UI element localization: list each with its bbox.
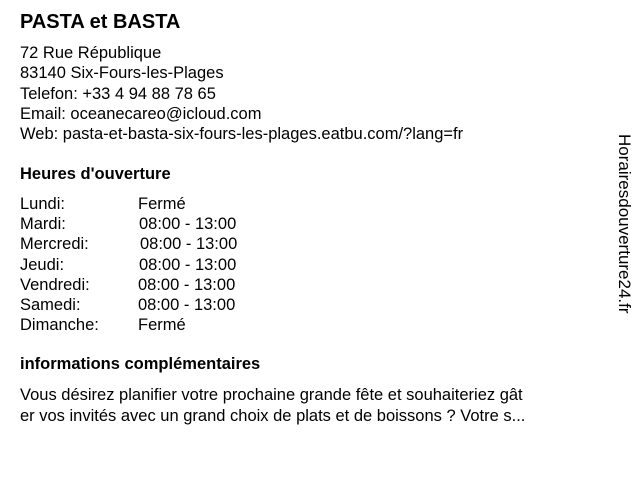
phone-number[interactable]: Telefon: +33 4 94 88 78 65 [20,84,216,103]
time-value: 08:00 - 13:00 [139,255,237,274]
website-link[interactable]: Web: pasta-et-basta-six-fours-les-plages.eatbu.com/?lang=fr [20,125,464,144]
info-description [20,385,630,426]
day-label: Mardi: [20,215,66,234]
email-address[interactable]: Email: oceanecareo@icloud.com [20,104,262,123]
hours-row-monday [20,194,320,214]
time-value: 08:00 - 13:00 [138,295,236,314]
hours-row-sunday [20,315,320,335]
hours-row-friday [20,275,320,295]
day-label: Samedi: [20,295,81,314]
address-city: 83140 Six-Fours-les-Plages [20,64,224,83]
time-value: Fermé [138,195,186,213]
address-street: 72 Rue République [20,44,162,62]
info-heading: informations complémentaires [20,355,261,373]
time-value: 08:00 - 13:00 [138,275,236,294]
description-line-2: er vos invités avec un grand choix de plats et de boissons ? Votre s... [20,406,526,425]
hours-heading: Heures d'ouverture [20,165,171,183]
opening-hours-table [20,194,320,335]
description-line-1: Vous désirez planifier votre prochaine grande fête et souhaiteriez gât [20,386,523,404]
hours-row-wednesday [20,234,320,254]
hours-row-thursday [20,255,320,275]
watermark-text: Horairesdouverture24.fr [615,134,634,314]
day-label: Jeudi: [20,255,65,274]
day-label: Lundi: [20,195,65,213]
day-label: Mercredi: [20,235,89,254]
business-name: PASTA et BASTA [20,11,181,33]
time-value: 08:00 - 13:00 [139,215,237,234]
time-value: 08:00 - 13:00 [140,235,238,254]
day-label: Vendredi: [20,275,90,294]
day-label: Dimanche: [20,316,99,335]
hours-row-saturday [20,295,320,315]
time-value: Fermé [138,316,186,335]
contact-block [20,43,463,144]
hours-row-tuesday [20,214,320,234]
